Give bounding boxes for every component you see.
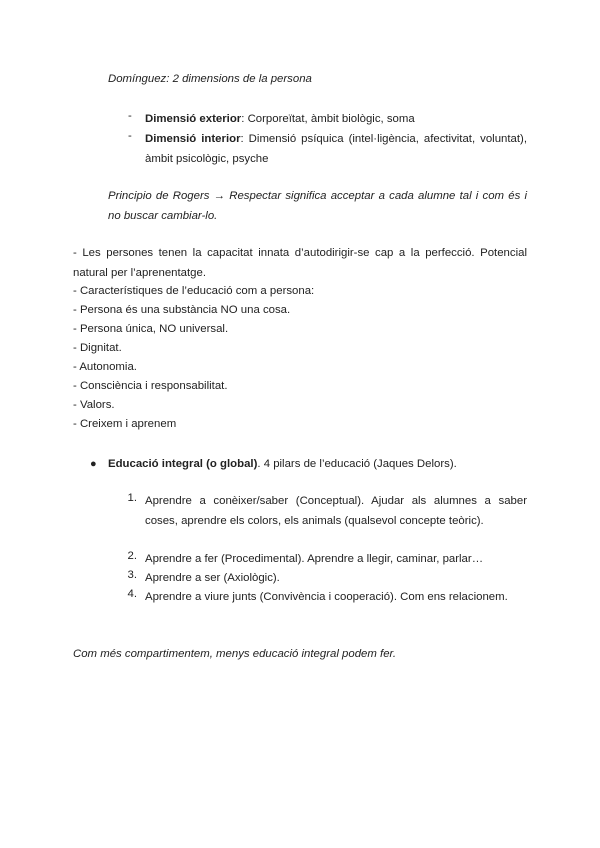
dimension-interior (145, 130, 527, 169)
list-item: - Dignitat. (73, 342, 122, 354)
bullet-icon: ● (90, 458, 97, 470)
list-item: - Persona és una substància NO una cosa. (73, 304, 291, 316)
list-item: - Persona única, NO universal. (73, 323, 229, 335)
rogers-principle: Principio de Rogers → Respectar significa acceptar a cada alumne tal i com és i no buscar cambiar-lo. (108, 190, 527, 222)
pilar-item: Aprendre a fer (Procedimental). Aprendre a llegir, caminar, parlar… (145, 553, 484, 565)
dimension-interior-label: Dimensió interior (145, 133, 241, 145)
list-item: - Creixem i aprenem (73, 418, 177, 430)
dimension-exterior-label: Dimensió exterior (145, 113, 242, 125)
dimension-exterior (145, 110, 527, 130)
pilar-number: 1. (127, 492, 137, 504)
conclusion: Com més compartimentem, menys educació integral podem fer. (73, 648, 397, 660)
dimension-exterior-text: : Corporeïtat, àmbit biològic, soma (241, 113, 415, 125)
pilar-item: Aprendre a conèixer/saber (Conceptual). Ajudar als alumnes a saber coses, aprendre els colors, els animals (qualsevol concepte teòric). (145, 495, 527, 527)
integral-education (108, 455, 528, 475)
pilar-number: 2. (127, 550, 137, 562)
dash-bullet: - (128, 110, 132, 122)
integral-education-label: Educació integral (o global) (108, 458, 258, 470)
pilar-number: 3. (127, 569, 137, 581)
list-item: - Consciència i responsabilitat. (73, 380, 228, 392)
integral-education-text: . 4 pilars de l’educació (Jaques Delors). (257, 458, 457, 470)
list-item: - Autonomia. (73, 361, 137, 373)
capacitat-paragraph: - Les persones tenen la capacitat innata d’autodirigir-se cap a la perfecció. Potencial natural per l’aprenentatge. (73, 247, 527, 279)
pilar-item: Aprendre a viure junts (Convivència i cooperació). Com ens relacionem. (145, 591, 508, 603)
dimension-interior-text: : Dimensió psíquica (intel·ligència, afectivitat, voluntat), àmbit psicològic, psyche (145, 133, 527, 165)
list-item: - Característiques de l’educació com a persona: (73, 285, 315, 297)
dominguez-heading: Domínguez: 2 dimensions de la persona (108, 73, 312, 85)
pilar-item: Aprendre a ser (Axiològic). (145, 572, 280, 584)
pilar-number: 4. (127, 588, 137, 600)
dash-bullet: - (128, 130, 132, 142)
list-item: - Valors. (73, 399, 115, 411)
